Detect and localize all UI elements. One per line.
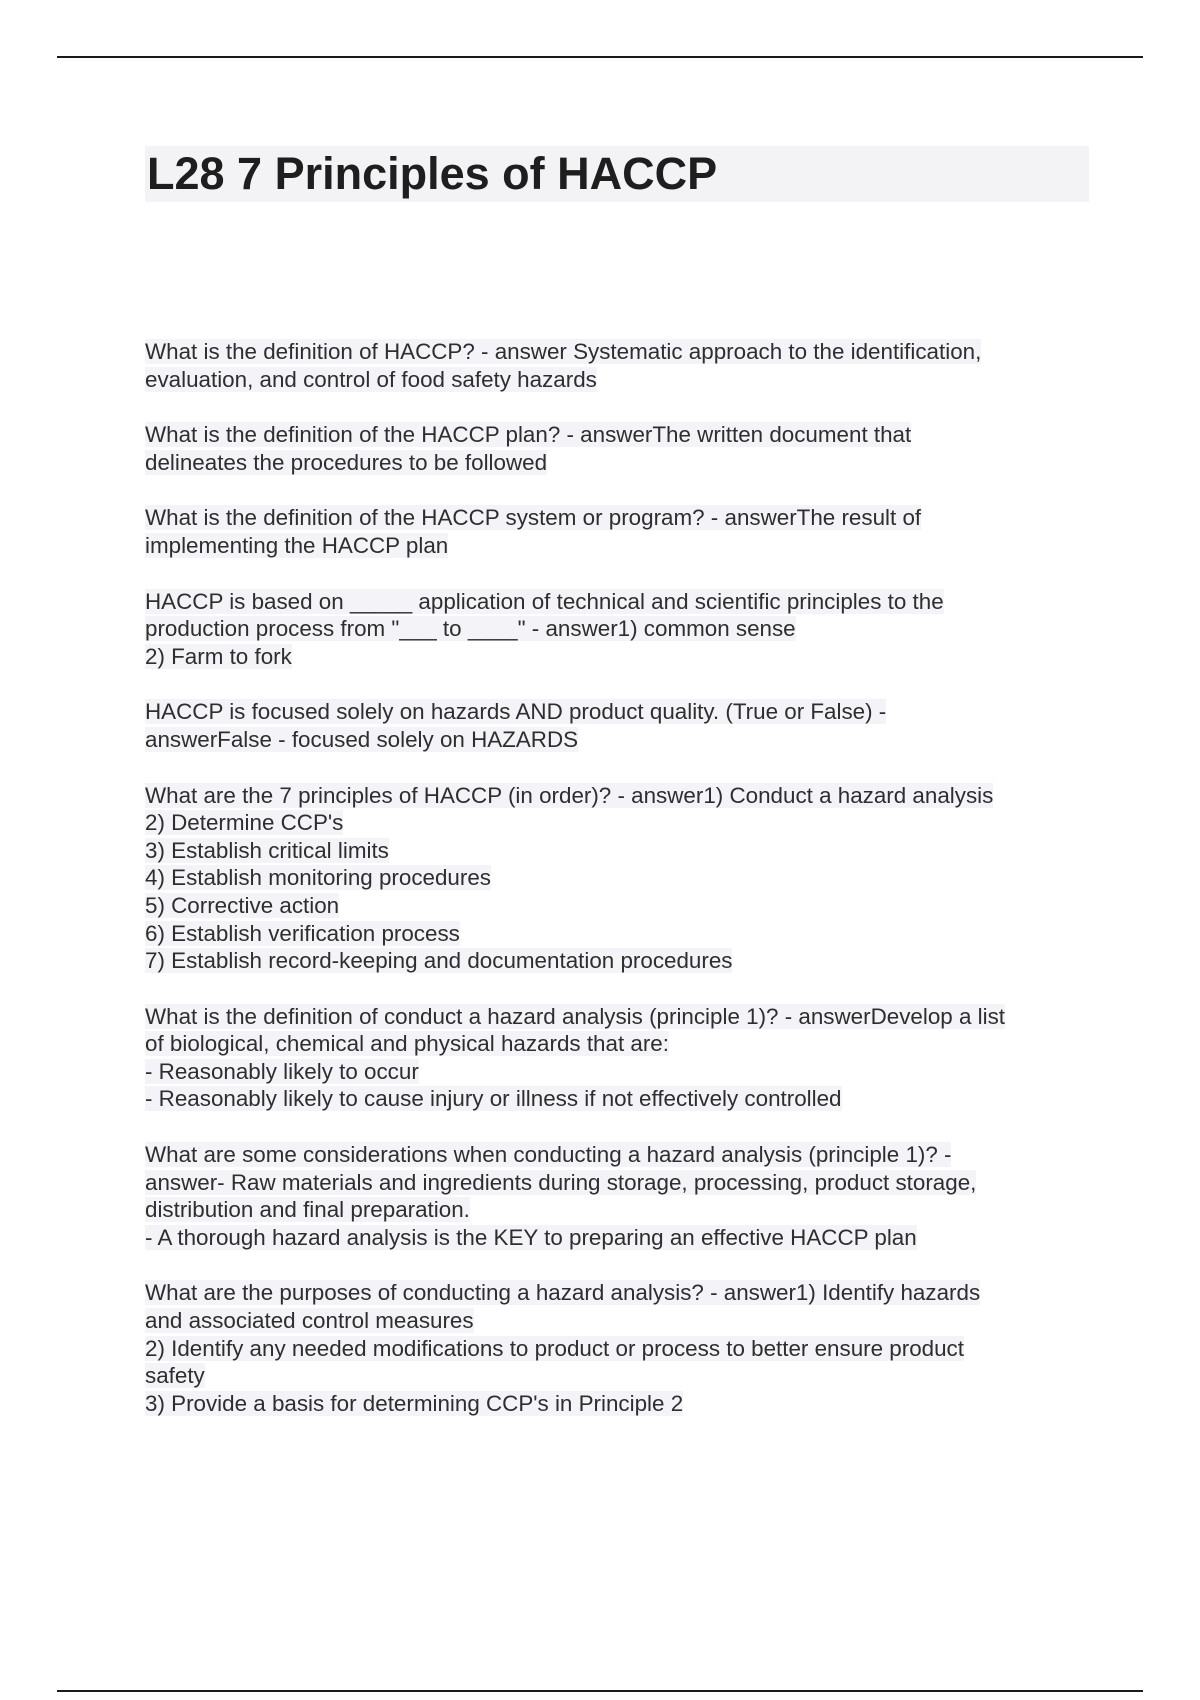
qa-line (145, 892, 1105, 920)
qa-line-text: HACCP is focused solely on hazards AND product quality. (True or False) - (145, 699, 887, 725)
qa-line (145, 726, 1105, 754)
qa-line-text: What are the 7 principles of HACCP (in order)? - answer1) Conduct a hazard analysis (145, 782, 994, 808)
qa-line (145, 837, 1105, 865)
qa-line-text: What is the definition of the HACCP system or program? - answerThe result of (145, 505, 922, 531)
qa-line (145, 1362, 1105, 1390)
qa-item (145, 1279, 1105, 1417)
qa-line-text: 7) Establish record-keeping and documentation procedures (145, 948, 733, 974)
qa-line-text: 4) Establish monitoring procedures (145, 865, 491, 891)
qa-line (145, 643, 1105, 671)
qa-line (145, 615, 1105, 643)
qa-line-text: 6) Establish verification process (145, 920, 460, 946)
document-title: L28 7 Principles of HACCP (147, 148, 718, 199)
qa-line (145, 1003, 1105, 1031)
qa-line-text: What are the purposes of conducting a hazard analysis? - answer1) Identify hazards (145, 1280, 981, 1306)
qa-line-text: - Reasonably likely to occur (145, 1058, 419, 1084)
qa-line-text: - A thorough hazard analysis is the KEY to preparing an effective HACCP plan (145, 1224, 917, 1250)
qa-line (145, 532, 1105, 560)
qa-line-text: 5) Corrective action (145, 892, 340, 918)
qa-item (145, 588, 1105, 671)
qa-line (145, 449, 1105, 477)
qa-line-text: 2) Farm to fork (145, 643, 292, 669)
qa-line-text: distribution and final preparation. (145, 1197, 470, 1223)
qa-line (145, 1085, 1105, 1113)
qa-item (145, 504, 1105, 559)
qa-line (145, 782, 1105, 810)
qa-line-text: implementing the HACCP plan (145, 532, 449, 558)
qa-line-text: and associated control measures (145, 1308, 474, 1334)
qa-line (145, 1335, 1105, 1363)
qa-line (145, 1279, 1105, 1307)
qa-line-text: 2) Determine CCP's (145, 810, 344, 836)
qa-line-text: 3) Establish critical limits (145, 837, 389, 863)
qa-line-text: production process from "___ to ____" - answer1) common sense (145, 616, 796, 642)
qa-line (145, 504, 1105, 532)
qa-line-text: delineates the procedures to be followed (145, 449, 548, 475)
qa-line-text: of biological, chemical and physical hazards that are: (145, 1031, 669, 1057)
qa-list (145, 338, 1105, 1445)
qa-line-text: What is the definition of the HACCP plan? - answerThe written document that (145, 422, 912, 448)
qa-line (145, 947, 1105, 975)
qa-line-text: HACCP is based on _____ application of technical and scientific principles to the (145, 588, 944, 614)
qa-line (145, 421, 1105, 449)
qa-item (145, 338, 1105, 393)
qa-line-text: What are some considerations when conducting a hazard analysis (principle 1)? - (145, 1142, 952, 1168)
qa-line-text: What is the definition of HACCP? - answer Systematic approach to the identification, (145, 339, 982, 364)
qa-item (145, 782, 1105, 975)
qa-line (145, 809, 1105, 837)
footer-rule (57, 1690, 1143, 1692)
qa-line (145, 1224, 1105, 1252)
qa-line-text: 3) Provide a basis for determining CCP's in Principle 2 (145, 1390, 684, 1416)
qa-item (145, 1141, 1105, 1251)
qa-line (145, 864, 1105, 892)
qa-line (145, 1058, 1105, 1086)
qa-line (145, 338, 1105, 366)
qa-line (145, 1390, 1105, 1418)
qa-line (145, 920, 1105, 948)
qa-line (145, 698, 1105, 726)
qa-line-text: What is the definition of conduct a hazard analysis (principle 1)? - answerDevelop a list (145, 1003, 1005, 1029)
qa-line (145, 1030, 1105, 1058)
qa-item (145, 421, 1105, 476)
qa-line-text: answerFalse - focused solely on HAZARDS (145, 726, 579, 752)
qa-line-text: 2) Identify any needed modifications to product or process to better ensure product (145, 1335, 964, 1361)
qa-line-text: safety (145, 1363, 205, 1389)
header-rule (57, 56, 1143, 58)
qa-line-text: evaluation, and control of food safety hazards (145, 366, 597, 392)
qa-line (145, 1141, 1105, 1169)
qa-item (145, 1003, 1105, 1113)
qa-line (145, 366, 1105, 394)
qa-item (145, 698, 1105, 753)
qa-line (145, 588, 1105, 616)
qa-line (145, 1307, 1105, 1335)
qa-line-text: - Reasonably likely to cause injury or illness if not effectively controlled (145, 1086, 842, 1112)
qa-line-text: answer- Raw materials and ingredients during storage, processing, product storage, (145, 1169, 977, 1195)
qa-line (145, 1196, 1105, 1224)
qa-line (145, 1169, 1105, 1197)
